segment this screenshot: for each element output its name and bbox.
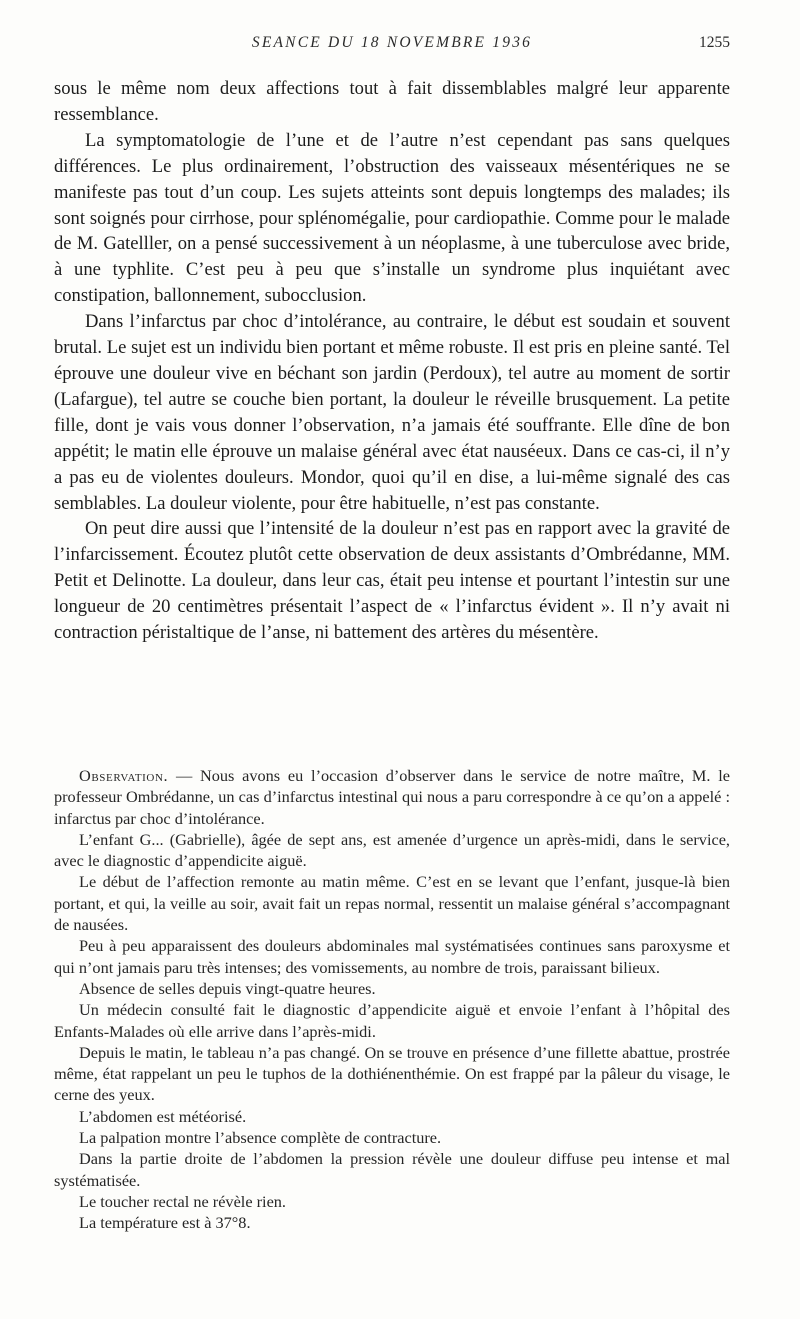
observation-paragraph: Depuis le matin, le tableau n’a pas changé. On se trouve en présence d’une fillette abattue, prostrée même, état rappelant un peu le tuphos de la dothiénenthémie. On est frappé par la pâleur du visage, le cerne des yeux. [54,1042,730,1105]
observation-intro-text: — Nous avons eu l’occasion d’observer dans le service de notre maître, M. le professeur Ombrédanne, un cas d’infarctus intestinal qui nous a paru correspondre à ce qu’on a appelé : infarctus par choc d’intolérance. [54,766,730,828]
page-number: 1255 [699,34,730,51]
body-paragraph: On peut dire aussi que l’intensité de la douleur n’est pas en rapport avec la gravité de l’infarcissement. Écoutez plutôt cette observation de deux assistants d’Ombrédanne, MM. Petit et Delinotte. La douleur, dans leur cas, était peu intense et pourtant l’intestin sur une longueur de 20 centimètres présentait l’aspect de « l’infarctus évident ». Il n’y avait ni contraction péristaltique de l’anse, ni battement des artères du mésentère. [54,518,730,644]
observation-paragraph: Absence de selles depuis vingt-quatre heures. [79,978,376,998]
observation-paragraph: La température est à 37°8. [79,1213,251,1233]
running-title: SEANCE DU 18 NOVEMBRE 1936 [251,34,533,51]
observation-paragraph: L’abdomen est météorisé. [79,1106,247,1126]
observation-section [54,765,730,1234]
observation-paragraph: L’enfant G... (Gabrielle), âgée de sept ans, est amenée d’urgence un après-midi, dans le service, avec le diagnostic d’appendicite aiguë. [54,829,730,871]
observation-paragraph: Le début de l’affection remonte au matin même. C’est en se levant que l’enfant, jusque-là bien portant, et qui, la veille au soir, avait fait un repas normal, ressentit un malaise général s’accompagnant de nausées. [54,872,730,935]
body-paragraph: La symptomatologie de l’une et de l’autre n’est cependant pas sans quelques différences. Le plus ordinairement, l’obstruction des vaisseaux mésentériques ne se manifeste pas tout d’un coup. Les sujets atteints sont depuis longtemps des malades; ils sont soignés pour cirrhose, pour splénomégalie, pour cardiopathie. Comme pour le malade de M. Gatelller, on a pensé successivement à un néoplasme, à une tuberculose avec bride, à une typhlite. C’est peu à peu que s’installe un syndrome plus inquiétant avec constipation, ballonnement, subocclusion. [54,129,730,307]
body-paragraph: sous le même nom deux affections tout à fait dissemblables malgré leur apparente ressemblance. [54,78,730,125]
observation-paragraph: Un médecin consulté fait le diagnostic d’appendicite aiguë et envoie l’enfant à l’hôpital des Enfants-Malades où elle arrive dans l’après-midi. [54,1000,730,1041]
observation-paragraph: Dans la partie droite de l’abdomen la pression révèle une douleur diffuse peu intense et mal systématisée. [54,1149,730,1190]
observation-paragraph: La palpation montre l’absence complète de contracture. [79,1128,442,1148]
observation-intro [54,765,730,829]
observation-paragraph: Le toucher rectal ne révèle rien. [79,1191,287,1211]
observation-paragraph: Peu à peu apparaissent des douleurs abdominales mal systématisées continues sans paroxysme et qui n’ont jamais paru très intenses; des vomissements, au nombre de trois, paraissant bilieux. [54,936,730,977]
page-header [54,34,730,56]
observation-label: Observation. [79,766,169,785]
body-paragraph: Dans l’infarctus par choc d’intolérance, au contraire, le début est soudain et souvent brutal. Le sujet est un individu bien portant et même robuste. Il est pris en pleine santé. Tel éprouve une douleur vive en béchant son jardin (Perdoux), tel autre au moment de sortir (Lafargue), tel autre se couche bien portant, la douleur le réveille brusquement. La petite fille, dont je vais vous donner l’observation, n’a jamais été souffrante. Elle dîne de bon appétit; le matin elle éprouve un malaise général avec état nauséeux. Dans ce cas-ci, il n’y a pas eu de violentes douleurs. Mondor, quoi qu’il en dise, a lui-même signalé des cas semblables. La douleur violente, pour être habituelle, n’est pas constante. [54,311,730,514]
main-body-text [54,76,730,646]
